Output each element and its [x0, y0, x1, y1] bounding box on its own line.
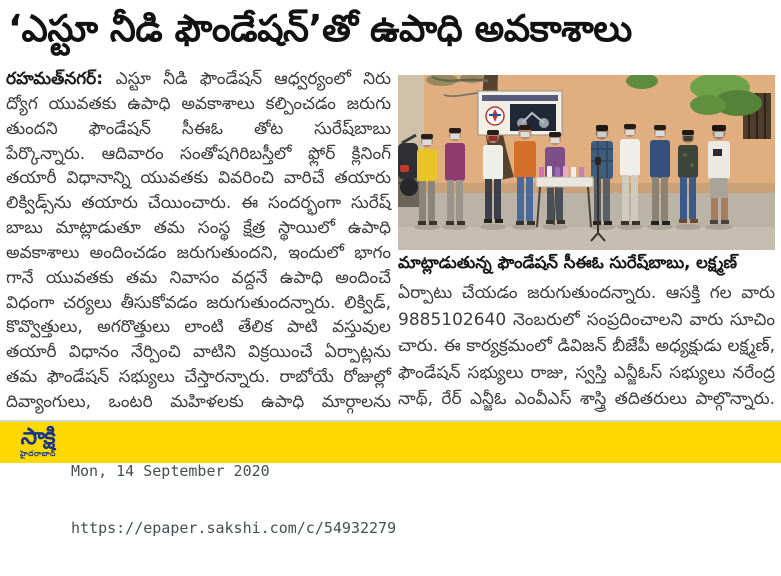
- text-line: ద్యోగ యువతకు ఉపాధి అవకాశాలు కల్పించడం జరుగు: [6, 93, 391, 114]
- text-line: విధంగా చర్యలు తీసుకోవడం జరుగుతుందన్నారు. లిక్విడ్,: [6, 292, 391, 313]
- text-line: కొవ్వొత్తులు, అగరొత్తులు లాంటి తేలిక పాటి వస్తువుల: [6, 317, 391, 338]
- footer-date: Mon, 14 September 2020: [71, 462, 270, 480]
- right-column: [398, 280, 775, 413]
- text-line: ఫౌండేషన్ సభ్యులు రాజు, స్వస్తి ఎన్జీఓస్ సభ్యులు నరేంద్ర: [398, 362, 775, 383]
- news-photo-illustration: [398, 75, 775, 250]
- sakshi-logo-edition: హైదరాబాద్: [20, 449, 56, 458]
- news-photo: [398, 75, 775, 250]
- dateline: రహమత్‌నగర్:: [6, 69, 116, 89]
- text-line: అవకాశాలు అందించడం జరుగుతుందని, ఇందులో భాగం: [6, 242, 391, 263]
- text-line: తుందని ఫౌండేషన్ సీఈఓ తోట సురేష్‌బాబు: [6, 118, 391, 139]
- text-line: పేర్కొన్నారు. ఆదివారం సంతోషగిరిబస్తీలో ఫ్లోర్ క్లినింగ్: [6, 143, 391, 164]
- text-line: చారు. ఈ కార్యక్రమంలో డివిజన్ బీజేపీ అధ్యక్షుడు లక్ష్మణ్,: [398, 336, 775, 357]
- text-line: గానే యువతకు తమ నివాసం వద్దనే ఉపాధి అందించే: [6, 267, 391, 288]
- text-line: రహమత్‌నగర్: ఎస్టూ నీడి ఫౌండేషన్ ఆధ్వర్యంలో నిరు: [6, 69, 391, 89]
- sakshi-logo: [9, 425, 67, 458]
- text-line: లిక్విడ్స్‌ను తయారు చేయించారు. ఈ సందర్భంగా సురేష్: [6, 193, 391, 214]
- text-line: దివ్యాంగులు, ఒంటరి మహిళలకు ఉపాధి మార్గాలను: [6, 391, 391, 412]
- text-line: తయారీ విధానం నేర్పించి వాటిని విక్రయించే ఏర్పాట్లను: [6, 342, 391, 363]
- text-line: బాబు మాట్లాడుతూ తమ సంస్థ క్షేత్ర స్థాయిలో ఉపాధి: [6, 218, 391, 239]
- text-line: ఏర్పాటు చేయడం జరుగుతుందన్నారు. ఆసక్తి గల వారు: [398, 283, 775, 303]
- left-column: [6, 67, 391, 415]
- motorcycle: [398, 135, 418, 196]
- footer-meta: [71, 424, 396, 576]
- text-line: తమ ఫౌండేషన్ సభ్యులు చేస్తారన్నారు. రాబోయే రోజుల్లో: [6, 367, 391, 388]
- article-headline: ‘ఎస్టూ నీడి ఫౌండేషన్’తో ఉపాధి అవకాశాలు: [8, 7, 632, 50]
- sakshi-logo-text: సాక్షి: [19, 424, 57, 450]
- photo-caption: మాట్లాడుతున్న ఫౌండేషన్ సీఈఓ సురేష్‌బాబు, లక్ష్మణ్: [398, 253, 738, 272]
- text-line: 9885102640 నెంబరులో సంప్రదించాలని వారు సూచిం: [398, 309, 775, 330]
- text-line: తయారీ విధానాన్ని యువతకు వివరించి వారిచే తయారు: [6, 168, 391, 189]
- epaper-footer-bar: [0, 420, 781, 537]
- footer-url: https://epaper.sakshi.com/c/54932279: [71, 519, 397, 537]
- text-line: నాథ్, రేర్ ఎన్జీఓ ఎంవీఎస్ శాస్త్రి తదితరులు పాల్గొన్నారు.: [398, 389, 775, 410]
